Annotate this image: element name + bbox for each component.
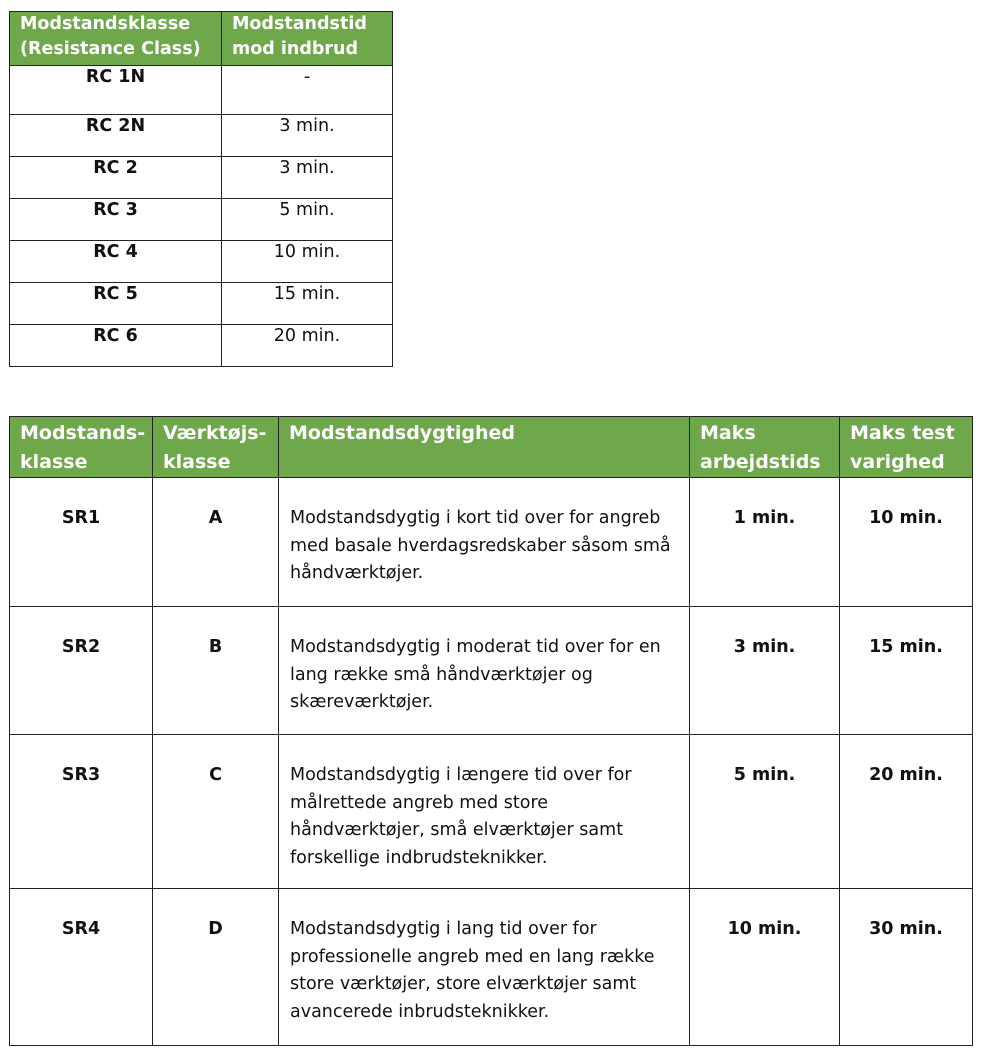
tool-class-cell: B (153, 607, 279, 735)
table-row (10, 889, 973, 1046)
resistance-time-cell: 20 min. (222, 325, 393, 367)
max-test-duration-cell: 30 min. (840, 889, 973, 1046)
tool-class-cell: D (153, 889, 279, 1046)
resistance-class-cell: RC 1N (10, 66, 222, 115)
column-header-tool-class: Værktøjs-klasse (153, 417, 279, 478)
table-row (10, 478, 973, 607)
column-header-resistance: Modstandsdygtighed (279, 417, 690, 478)
resistance-class-cell: RC 2 (10, 157, 222, 199)
security-class-cell: SR2 (10, 607, 153, 735)
table-header-row (10, 12, 393, 66)
column-header-resistance-time: Modstandstid mod indbrud (222, 12, 393, 66)
resistance-time-cell: 5 min. (222, 199, 393, 241)
security-class-cell: SR3 (10, 735, 153, 889)
resistance-time-cell: 3 min. (222, 157, 393, 199)
column-header-max-work-time: Maks arbejdstids (690, 417, 840, 478)
resistance-class-table (9, 11, 393, 367)
column-header-max-test-duration: Maks test varighed (840, 417, 973, 478)
resistance-class-cell: RC 4 (10, 241, 222, 283)
resistance-time-cell: - (222, 66, 393, 115)
description-cell: Modstandsdygtig i længere tid over for målrettede angreb med store håndværktøjer, små elværktøjer samt forskellige indbrudsteknikker. (279, 735, 690, 889)
resistance-class-cell: RC 2N (10, 115, 222, 157)
tool-class-cell: A (153, 478, 279, 607)
max-test-duration-cell: 15 min. (840, 607, 973, 735)
max-test-duration-cell: 20 min. (840, 735, 973, 889)
resistance-class-cell: RC 3 (10, 199, 222, 241)
max-work-time-cell: 5 min. (690, 735, 840, 889)
table-row (10, 199, 393, 241)
table-row (10, 66, 393, 115)
description-cell: Modstandsdygtig i lang tid over for professionelle angreb med en lang række store værktøjer, store elværktøjer samt avancerede inbrudsteknikker. (279, 889, 690, 1046)
resistance-time-cell: 10 min. (222, 241, 393, 283)
description-cell: Modstandsdygtig i moderat tid over for en lang række små håndværktøjer og skæreværktøjer. (279, 607, 690, 735)
table-header-row (10, 417, 973, 478)
tool-class-cell: C (153, 735, 279, 889)
column-header-resistance-class: Modstands-klasse (10, 417, 153, 478)
security-class-cell: SR4 (10, 889, 153, 1046)
table-row (10, 115, 393, 157)
resistance-time-cell: 3 min. (222, 115, 393, 157)
max-test-duration-cell: 10 min. (840, 478, 973, 607)
resistance-time-cell: 15 min. (222, 283, 393, 325)
max-work-time-cell: 10 min. (690, 889, 840, 1046)
max-work-time-cell: 1 min. (690, 478, 840, 607)
column-header-resistance-class: Modstandsklasse (Resistance Class) (10, 12, 222, 66)
resistance-class-cell: RC 5 (10, 283, 222, 325)
table-row (10, 735, 973, 889)
resistance-class-cell: RC 6 (10, 325, 222, 367)
max-work-time-cell: 3 min. (690, 607, 840, 735)
table-row (10, 157, 393, 199)
security-rating-table (9, 416, 973, 1046)
security-class-cell: SR1 (10, 478, 153, 607)
description-cell: Modstandsdygtig i kort tid over for angreb med basale hverdagsredskaber såsom små håndværktøjer. (279, 478, 690, 607)
table-row (10, 607, 973, 735)
table-row (10, 283, 393, 325)
table-row (10, 241, 393, 283)
table-row (10, 325, 393, 367)
